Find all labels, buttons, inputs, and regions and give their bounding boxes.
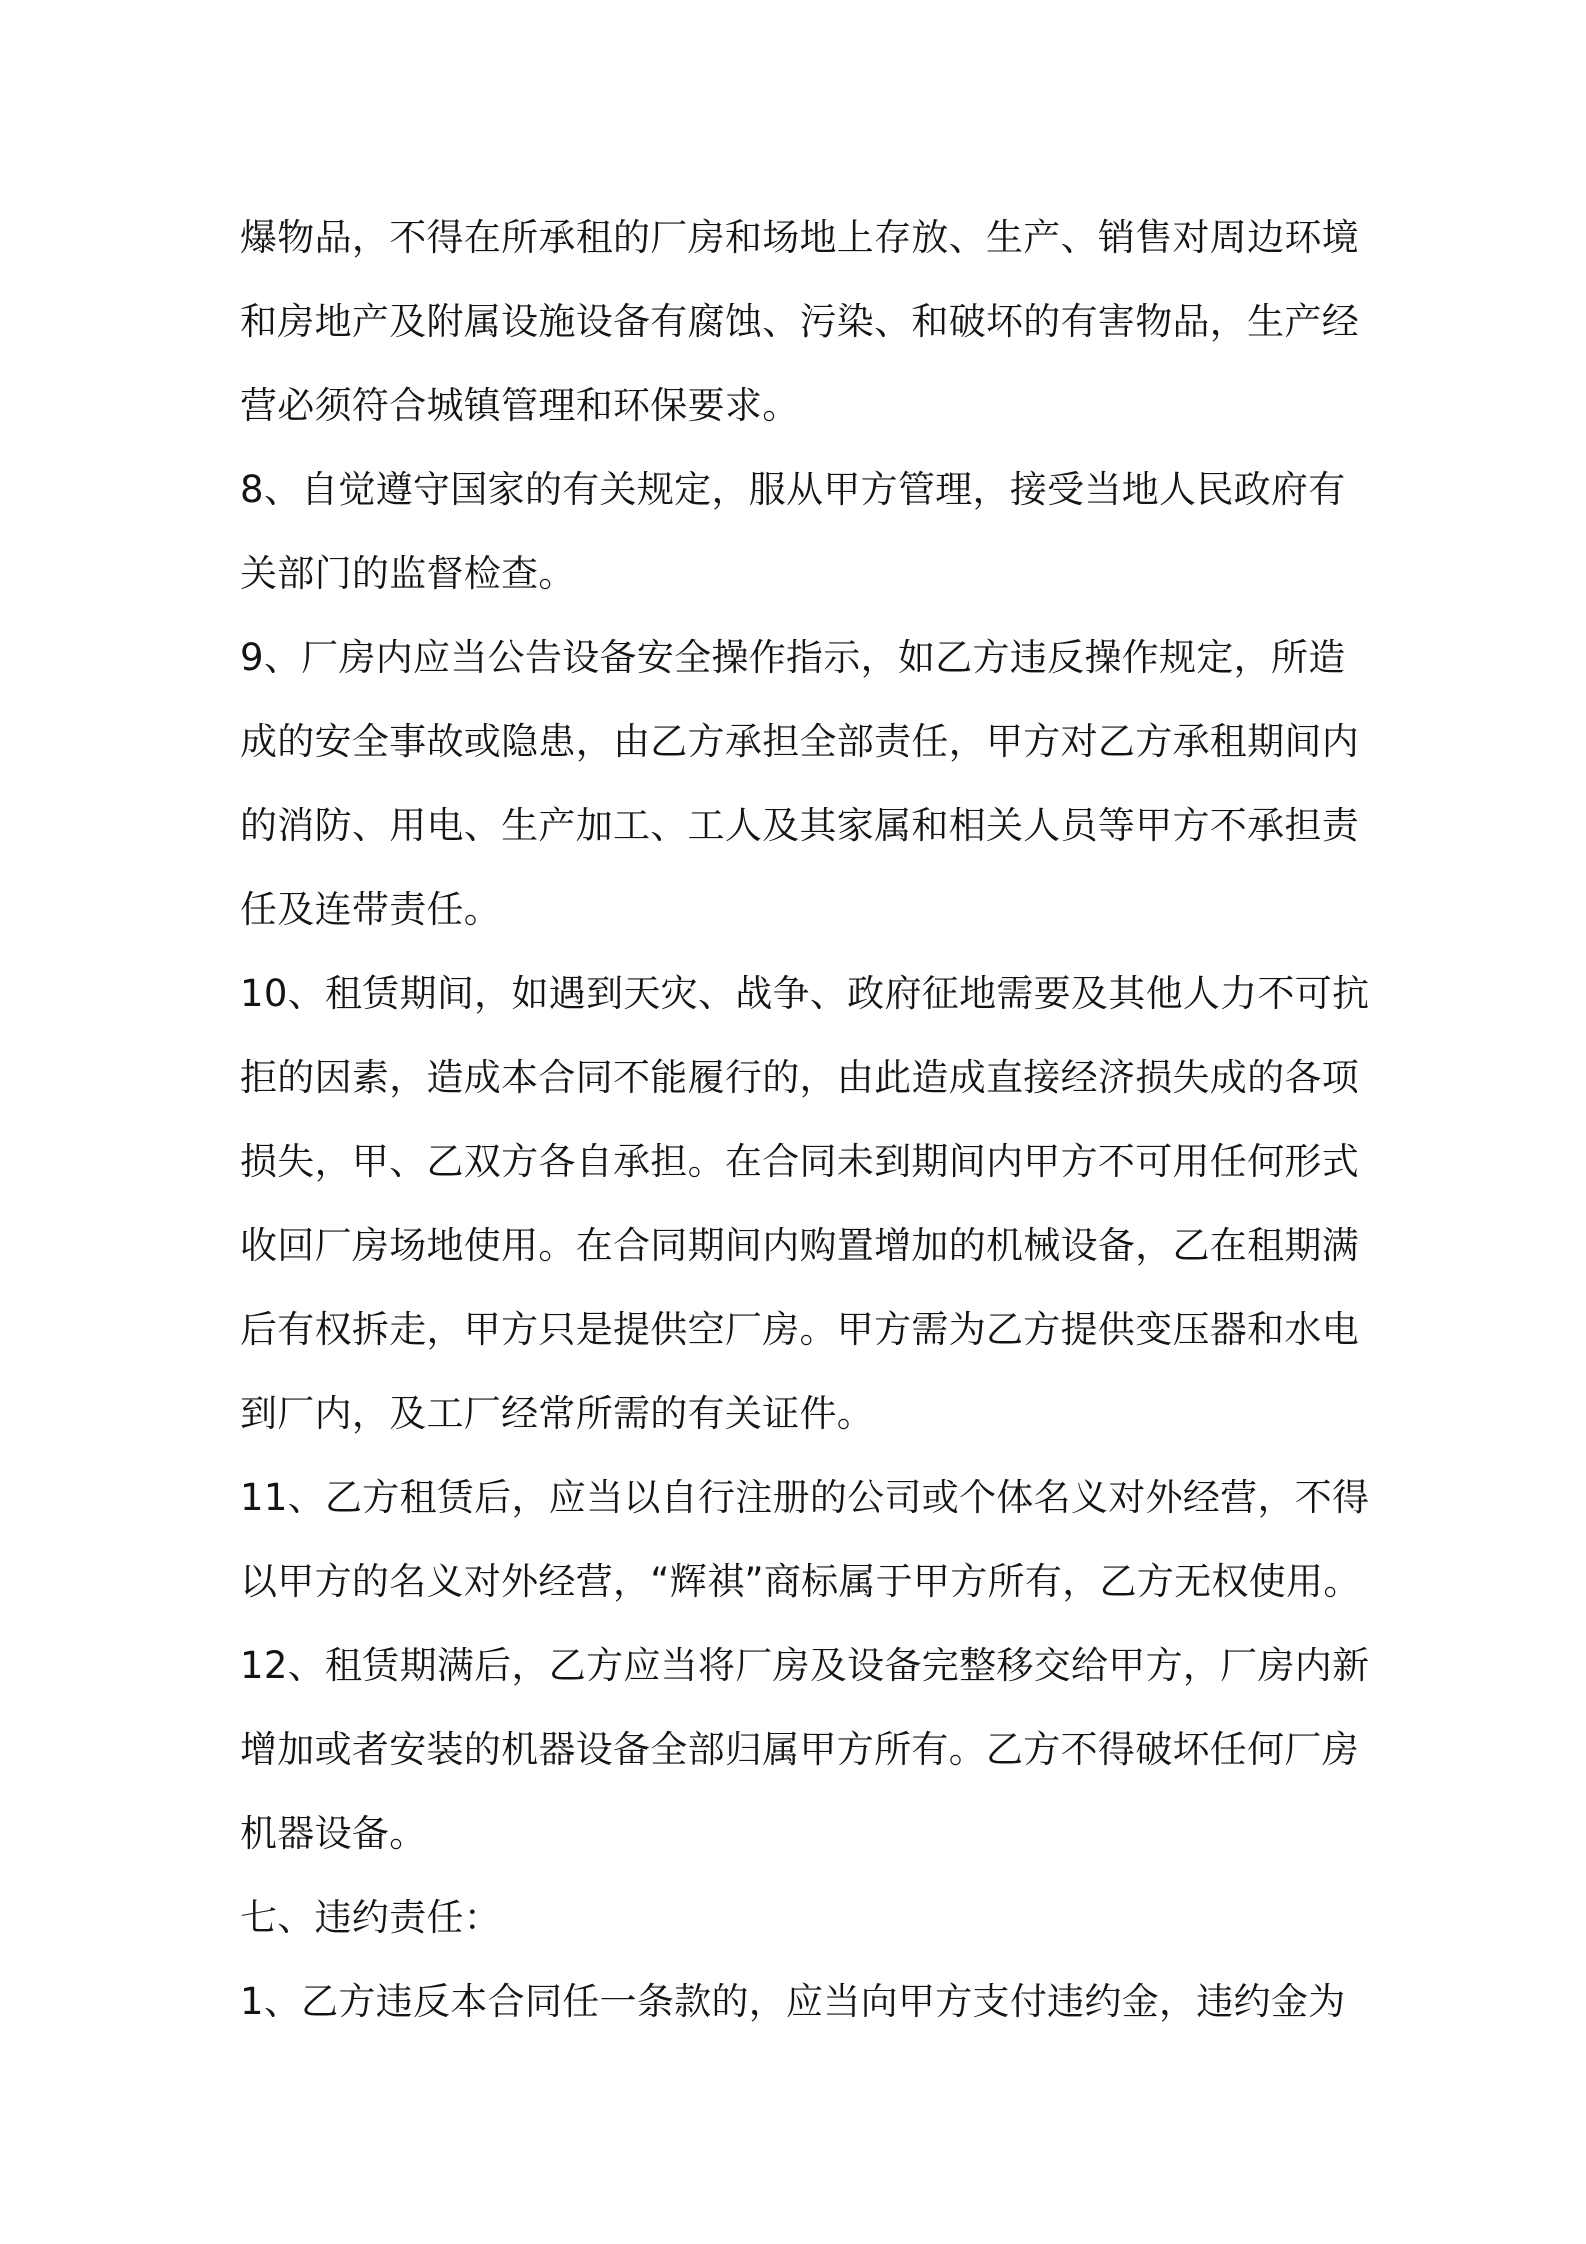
text-line-3: 营必须符合城镇管理和环保要求。 [240,384,800,427]
contract-text-body [240,196,1370,2044]
section-7-clause-1-line-1: 1、乙方违反本合同任一条款的，应当向甲方支付违约金，违约金为 [240,1980,1346,2023]
clause-9-line-1: 9、厂房内应当公告设备安全操作指示，如乙方违反操作规定，所造 [240,636,1346,679]
clause-12-line-1: 12、租赁期满后，乙方应当将厂房及设备完整移交给甲方，厂房内新 [240,1644,1370,1687]
section-7-heading: 七、违约责任： [240,1896,502,1939]
clause-10-line-5: 后有权拆走，甲方只是提供空厂房。甲方需为乙方提供变压器和水电 [240,1308,1359,1351]
clause-11-line-1: 11、乙方租赁后，应当以自行注册的公司或个体名义对外经营，不得 [240,1476,1370,1519]
clause-10-line-3: 损失，甲、乙双方各自承担。在合同未到期间内甲方不可用任何形式 [240,1140,1359,1183]
clause-9-line-4: 任及连带责任。 [240,888,502,931]
clause-11-line-2: 以甲方的名义对外经营，“辉祺”商标属于甲方所有，乙方无权使用。 [240,1560,1361,1603]
clause-12-line-3: 机器设备。 [240,1812,427,1855]
clause-8-line-1: 8、自觉遵守国家的有关规定，服从甲方管理，接受当地人民政府有 [240,468,1346,511]
clause-12-line-2: 增加或者安装的机器设备全部归属甲方所有。乙方不得破坏任何厂房 [240,1728,1359,1771]
clause-9-line-3: 的消防、用电、生产加工、工人及其家属和相关人员等甲方不承担责 [240,804,1359,847]
clause-10-line-6: 到厂内，及工厂经常所需的有关证件。 [240,1392,875,1435]
text-line-1: 爆物品，不得在所承租的厂房和场地上存放、生产、销售对周边环境 [240,216,1359,259]
clause-8-line-2: 关部门的监督检查。 [240,552,576,595]
clause-9-line-2: 成的安全事故或隐患，由乙方承担全部责任，甲方对乙方承租期间内 [240,720,1359,763]
text-line-2: 和房地产及附属设施设备有腐蚀、污染、和破坏的有害物品，生产经 [240,300,1359,343]
clause-10-line-1: 10、租赁期间，如遇到天灾、战争、政府征地需要及其他人力不可抗 [240,972,1370,1015]
clause-10-line-4: 收回厂房场地使用。在合同期间内购置增加的机械设备，乙在租期满 [240,1224,1359,1267]
clause-10-line-2: 拒的因素，造成本合同不能履行的，由此造成直接经济损失成的各项 [240,1056,1359,1099]
